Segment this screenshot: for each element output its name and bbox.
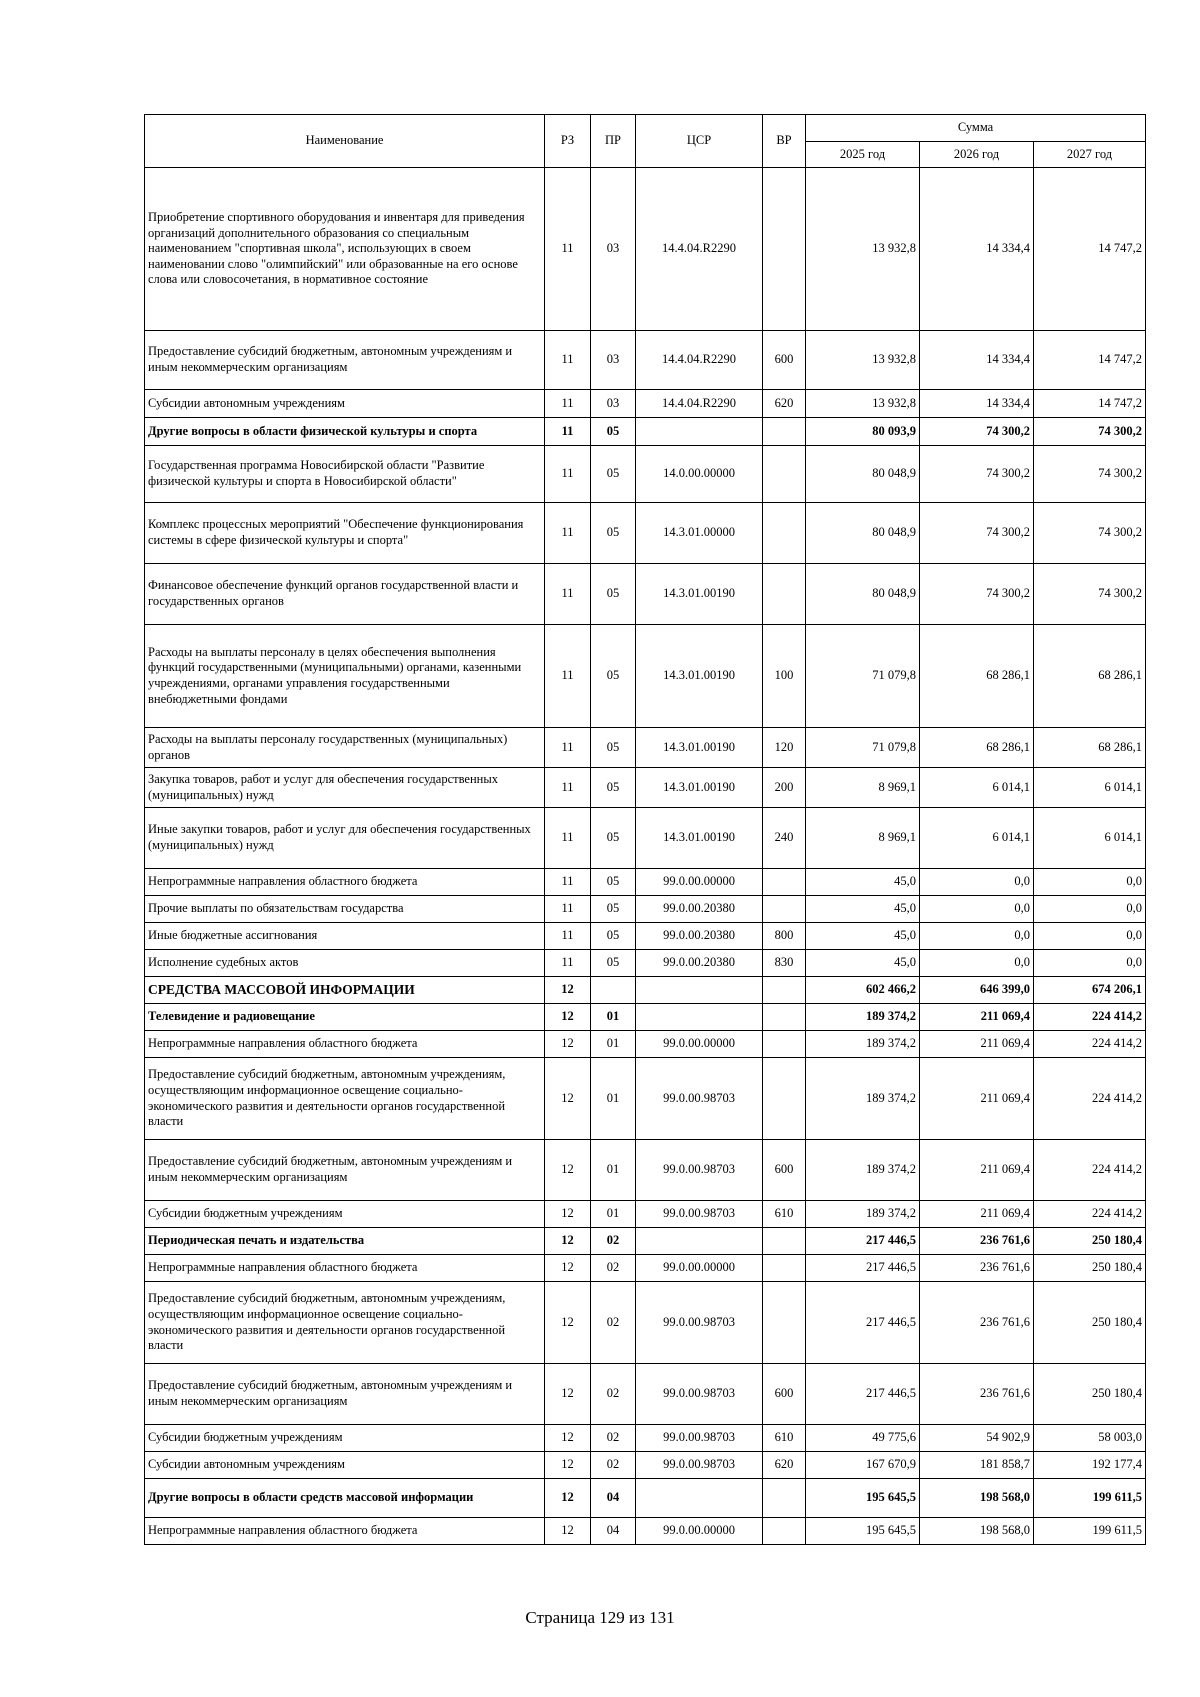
row-pr: 05 bbox=[591, 625, 636, 728]
row-rz: 12 bbox=[545, 1255, 591, 1282]
row-amount-2027: 6 014,1 bbox=[1034, 768, 1146, 808]
row-amount-2025: 195 645,5 bbox=[806, 1479, 920, 1518]
row-name: Телевидение и радиовещание bbox=[145, 1004, 545, 1031]
row-csr: 14.4.04.R2290 bbox=[636, 331, 763, 390]
row-amount-2026: 14 334,4 bbox=[920, 331, 1034, 390]
page-number: Страница 129 из 131 bbox=[525, 1608, 675, 1627]
row-name: Непрограммные направления областного бюджета bbox=[145, 1255, 545, 1282]
row-csr: 14.4.04.R2290 bbox=[636, 390, 763, 418]
row-amount-2027: 250 180,4 bbox=[1034, 1364, 1146, 1425]
budget-table bbox=[144, 114, 1146, 1545]
row-amount-2026: 74 300,2 bbox=[920, 446, 1034, 503]
row-amount-2025: 217 446,5 bbox=[806, 1282, 920, 1364]
row-amount-2026: 211 069,4 bbox=[920, 1058, 1034, 1140]
row-csr bbox=[636, 1479, 763, 1518]
row-amount-2027: 224 414,2 bbox=[1034, 1031, 1146, 1058]
row-rz: 11 bbox=[545, 446, 591, 503]
row-pr: 05 bbox=[591, 446, 636, 503]
row-csr bbox=[636, 977, 763, 1004]
row-rz: 12 bbox=[545, 1452, 591, 1479]
row-vr bbox=[763, 896, 806, 923]
row-amount-2027: 0,0 bbox=[1034, 896, 1146, 923]
row-pr: 05 bbox=[591, 950, 636, 977]
header-csr: ЦСР bbox=[636, 115, 763, 168]
row-pr: 05 bbox=[591, 768, 636, 808]
row-rz: 11 bbox=[545, 390, 591, 418]
row-csr: 99.0.00.98703 bbox=[636, 1201, 763, 1228]
row-amount-2026: 236 761,6 bbox=[920, 1364, 1034, 1425]
row-rz: 11 bbox=[545, 896, 591, 923]
row-vr bbox=[763, 1228, 806, 1255]
row-amount-2025: 80 048,9 bbox=[806, 446, 920, 503]
row-csr: 14.0.00.00000 bbox=[636, 446, 763, 503]
row-pr: 02 bbox=[591, 1452, 636, 1479]
row-vr: 610 bbox=[763, 1201, 806, 1228]
table-row bbox=[145, 446, 1146, 503]
row-rz: 12 bbox=[545, 1201, 591, 1228]
table-row bbox=[145, 1201, 1146, 1228]
row-pr: 02 bbox=[591, 1228, 636, 1255]
header-vr: ВР bbox=[763, 115, 806, 168]
row-name: Исполнение судебных актов bbox=[145, 950, 545, 977]
row-rz: 12 bbox=[545, 1058, 591, 1140]
row-pr: 02 bbox=[591, 1425, 636, 1452]
row-amount-2027: 250 180,4 bbox=[1034, 1255, 1146, 1282]
row-name: Непрограммные направления областного бюджета bbox=[145, 1031, 545, 1058]
row-amount-2027: 68 286,1 bbox=[1034, 728, 1146, 768]
row-csr: 99.0.00.98703 bbox=[636, 1282, 763, 1364]
row-amount-2026: 211 069,4 bbox=[920, 1004, 1034, 1031]
row-rz: 11 bbox=[545, 418, 591, 446]
row-amount-2025: 217 446,5 bbox=[806, 1228, 920, 1255]
row-csr: 99.0.00.98703 bbox=[636, 1452, 763, 1479]
row-rz: 11 bbox=[545, 625, 591, 728]
row-vr bbox=[763, 1031, 806, 1058]
row-csr: 14.3.01.00190 bbox=[636, 768, 763, 808]
row-pr: 02 bbox=[591, 1255, 636, 1282]
row-pr: 04 bbox=[591, 1479, 636, 1518]
row-rz: 12 bbox=[545, 977, 591, 1004]
row-csr: 14.3.01.00190 bbox=[636, 808, 763, 869]
row-amount-2027: 199 611,5 bbox=[1034, 1518, 1146, 1545]
header-row-1 bbox=[145, 115, 1146, 142]
table-row bbox=[145, 1425, 1146, 1452]
row-rz: 11 bbox=[545, 331, 591, 390]
row-pr: 02 bbox=[591, 1282, 636, 1364]
row-pr: 03 bbox=[591, 168, 636, 331]
row-vr: 600 bbox=[763, 1364, 806, 1425]
row-pr: 05 bbox=[591, 808, 636, 869]
row-amount-2026: 211 069,4 bbox=[920, 1031, 1034, 1058]
row-csr: 99.0.00.00000 bbox=[636, 1518, 763, 1545]
row-name: Закупка товаров, работ и услуг для обеспечения государственных (муниципальных) нужд bbox=[145, 768, 545, 808]
table-row bbox=[145, 1452, 1146, 1479]
row-csr: 14.4.04.R2290 bbox=[636, 168, 763, 331]
header-pr: ПР bbox=[591, 115, 636, 168]
row-name: Периодическая печать и издательства bbox=[145, 1228, 545, 1255]
row-amount-2026: 74 300,2 bbox=[920, 418, 1034, 446]
row-pr: 05 bbox=[591, 503, 636, 564]
row-csr bbox=[636, 1004, 763, 1031]
row-name: Субсидии автономным учреждениям bbox=[145, 390, 545, 418]
row-amount-2027: 14 747,2 bbox=[1034, 168, 1146, 331]
row-amount-2025: 189 374,2 bbox=[806, 1004, 920, 1031]
row-name: Субсидии автономным учреждениям bbox=[145, 1452, 545, 1479]
table-row bbox=[145, 168, 1146, 331]
row-amount-2026: 14 334,4 bbox=[920, 390, 1034, 418]
row-amount-2026: 646 399,0 bbox=[920, 977, 1034, 1004]
row-rz: 11 bbox=[545, 728, 591, 768]
row-amount-2026: 6 014,1 bbox=[920, 768, 1034, 808]
table-row bbox=[145, 1479, 1146, 1518]
row-name: Субсидии бюджетным учреждениям bbox=[145, 1425, 545, 1452]
row-rz: 11 bbox=[545, 950, 591, 977]
row-name: Предоставление субсидий бюджетным, автономным учреждениям и иным некоммерческим организациям bbox=[145, 1140, 545, 1201]
row-csr: 14.3.01.00190 bbox=[636, 728, 763, 768]
row-pr: 01 bbox=[591, 1031, 636, 1058]
row-amount-2027: 0,0 bbox=[1034, 869, 1146, 896]
row-rz: 11 bbox=[545, 564, 591, 625]
row-name: Иные бюджетные ассигнования bbox=[145, 923, 545, 950]
table-row bbox=[145, 1364, 1146, 1425]
row-pr: 01 bbox=[591, 1140, 636, 1201]
row-amount-2025: 8 969,1 bbox=[806, 768, 920, 808]
row-name: Расходы на выплаты персоналу государственных (муниципальных) органов bbox=[145, 728, 545, 768]
header-name: Наименование bbox=[145, 115, 545, 168]
row-amount-2025: 217 446,5 bbox=[806, 1364, 920, 1425]
row-rz: 11 bbox=[545, 168, 591, 331]
row-amount-2025: 45,0 bbox=[806, 896, 920, 923]
row-csr bbox=[636, 1228, 763, 1255]
row-amount-2026: 74 300,2 bbox=[920, 503, 1034, 564]
row-rz: 12 bbox=[545, 1031, 591, 1058]
table-row bbox=[145, 768, 1146, 808]
row-amount-2027: 224 414,2 bbox=[1034, 1201, 1146, 1228]
row-vr: 830 bbox=[763, 950, 806, 977]
table-row bbox=[145, 390, 1146, 418]
row-csr: 99.0.00.98703 bbox=[636, 1364, 763, 1425]
table-row bbox=[145, 896, 1146, 923]
table-row bbox=[145, 625, 1146, 728]
row-vr: 610 bbox=[763, 1425, 806, 1452]
row-csr: 99.0.00.98703 bbox=[636, 1140, 763, 1201]
row-name: Прочие выплаты по обязательствам государства bbox=[145, 896, 545, 923]
row-name: Другие вопросы в области средств массовой информации bbox=[145, 1479, 545, 1518]
row-csr: 99.0.00.00000 bbox=[636, 1255, 763, 1282]
row-amount-2026: 0,0 bbox=[920, 923, 1034, 950]
row-csr: 14.3.01.00000 bbox=[636, 503, 763, 564]
table-row bbox=[145, 1058, 1146, 1140]
row-amount-2025: 13 932,8 bbox=[806, 168, 920, 331]
row-amount-2026: 68 286,1 bbox=[920, 625, 1034, 728]
row-amount-2027: 14 747,2 bbox=[1034, 390, 1146, 418]
table-row bbox=[145, 1255, 1146, 1282]
row-vr: 600 bbox=[763, 331, 806, 390]
table-row bbox=[145, 923, 1146, 950]
row-rz: 12 bbox=[545, 1364, 591, 1425]
row-vr: 120 bbox=[763, 728, 806, 768]
row-amount-2026: 68 286,1 bbox=[920, 728, 1034, 768]
table-row bbox=[145, 1228, 1146, 1255]
row-pr: 05 bbox=[591, 896, 636, 923]
header-rz: РЗ bbox=[545, 115, 591, 168]
row-csr: 99.0.00.20380 bbox=[636, 923, 763, 950]
row-amount-2025: 49 775,6 bbox=[806, 1425, 920, 1452]
row-rz: 11 bbox=[545, 808, 591, 869]
table-row bbox=[145, 950, 1146, 977]
row-vr: 620 bbox=[763, 390, 806, 418]
row-amount-2027: 74 300,2 bbox=[1034, 503, 1146, 564]
row-name: Государственная программа Новосибирской области "Развитие физической культуры и спорта в Новосибирской области" bbox=[145, 446, 545, 503]
row-amount-2027: 224 414,2 bbox=[1034, 1004, 1146, 1031]
row-amount-2026: 14 334,4 bbox=[920, 168, 1034, 331]
row-amount-2025: 80 048,9 bbox=[806, 564, 920, 625]
row-vr: 600 bbox=[763, 1140, 806, 1201]
row-amount-2027: 6 014,1 bbox=[1034, 808, 1146, 869]
row-amount-2027: 74 300,2 bbox=[1034, 418, 1146, 446]
header-year-2025: 2025 год bbox=[806, 142, 920, 168]
table-row bbox=[145, 1031, 1146, 1058]
row-name: Другие вопросы в области физической культуры и спорта bbox=[145, 418, 545, 446]
row-amount-2027: 68 286,1 bbox=[1034, 625, 1146, 728]
row-amount-2025: 217 446,5 bbox=[806, 1255, 920, 1282]
row-amount-2025: 13 932,8 bbox=[806, 390, 920, 418]
row-pr: 04 bbox=[591, 1518, 636, 1545]
row-amount-2027: 199 611,5 bbox=[1034, 1479, 1146, 1518]
row-amount-2027: 14 747,2 bbox=[1034, 331, 1146, 390]
table-row bbox=[145, 418, 1146, 446]
row-amount-2026: 0,0 bbox=[920, 950, 1034, 977]
row-pr: 01 bbox=[591, 1201, 636, 1228]
row-name: Предоставление субсидий бюджетным, автономным учреждениям, осуществляющим информационное освещение социально-экономического развития и деятельности органов государственной власти bbox=[145, 1058, 545, 1140]
row-amount-2027: 674 206,1 bbox=[1034, 977, 1146, 1004]
row-name: Финансовое обеспечение функций органов государственной власти и государственных органов bbox=[145, 564, 545, 625]
row-amount-2025: 71 079,8 bbox=[806, 728, 920, 768]
row-pr: 05 bbox=[591, 923, 636, 950]
row-amount-2026: 211 069,4 bbox=[920, 1140, 1034, 1201]
row-amount-2027: 0,0 bbox=[1034, 950, 1146, 977]
row-name: Непрограммные направления областного бюджета bbox=[145, 869, 545, 896]
header-sum: Сумма bbox=[806, 115, 1146, 142]
row-vr bbox=[763, 1282, 806, 1364]
table-row bbox=[145, 1282, 1146, 1364]
row-amount-2026: 236 761,6 bbox=[920, 1228, 1034, 1255]
row-csr: 99.0.00.20380 bbox=[636, 896, 763, 923]
row-csr: 14.3.01.00190 bbox=[636, 564, 763, 625]
row-amount-2027: 224 414,2 bbox=[1034, 1140, 1146, 1201]
row-csr: 99.0.00.00000 bbox=[636, 1031, 763, 1058]
row-vr bbox=[763, 1479, 806, 1518]
row-amount-2025: 195 645,5 bbox=[806, 1518, 920, 1545]
row-amount-2026: 54 902,9 bbox=[920, 1425, 1034, 1452]
row-amount-2027: 74 300,2 bbox=[1034, 446, 1146, 503]
row-rz: 11 bbox=[545, 869, 591, 896]
header-year-2026: 2026 год bbox=[920, 142, 1034, 168]
row-pr: 05 bbox=[591, 728, 636, 768]
table-row bbox=[145, 1140, 1146, 1201]
row-rz: 12 bbox=[545, 1228, 591, 1255]
row-name: Субсидии бюджетным учреждениям bbox=[145, 1201, 545, 1228]
row-amount-2026: 236 761,6 bbox=[920, 1282, 1034, 1364]
table-row bbox=[145, 503, 1146, 564]
row-rz: 12 bbox=[545, 1282, 591, 1364]
row-amount-2025: 80 048,9 bbox=[806, 503, 920, 564]
row-pr: 05 bbox=[591, 869, 636, 896]
row-amount-2026: 236 761,6 bbox=[920, 1255, 1034, 1282]
row-amount-2026: 0,0 bbox=[920, 896, 1034, 923]
table-row bbox=[145, 808, 1146, 869]
row-name: Расходы на выплаты персоналу в целях обеспечения выполнения функций государственными (муниципальными) органами, казенными учреждениями, органами управления государственными внебюджетными фондами bbox=[145, 625, 545, 728]
row-vr bbox=[763, 1255, 806, 1282]
row-csr: 99.0.00.20380 bbox=[636, 950, 763, 977]
row-name: Иные закупки товаров, работ и услуг для обеспечения государственных (муниципальных) нужд bbox=[145, 808, 545, 869]
row-amount-2027: 58 003,0 bbox=[1034, 1425, 1146, 1452]
row-name: Предоставление субсидий бюджетным, автономным учреждениям и иным некоммерческим организациям bbox=[145, 331, 545, 390]
row-name: Предоставление субсидий бюджетным, автономным учреждениям, осуществляющим информационное освещение социально-экономического развития и деятельности органов государственной власти bbox=[145, 1282, 545, 1364]
row-amount-2026: 181 858,7 bbox=[920, 1452, 1034, 1479]
row-name: СРЕДСТВА МАССОВОЙ ИНФОРМАЦИИ bbox=[145, 977, 545, 1004]
row-pr: 03 bbox=[591, 390, 636, 418]
row-amount-2025: 45,0 bbox=[806, 869, 920, 896]
table-row bbox=[145, 564, 1146, 625]
table-row bbox=[145, 977, 1146, 1004]
row-pr: 01 bbox=[591, 1058, 636, 1140]
row-vr bbox=[763, 1058, 806, 1140]
row-amount-2027: 250 180,4 bbox=[1034, 1282, 1146, 1364]
row-vr bbox=[763, 503, 806, 564]
row-vr bbox=[763, 446, 806, 503]
row-csr: 99.0.00.98703 bbox=[636, 1058, 763, 1140]
row-rz: 12 bbox=[545, 1425, 591, 1452]
row-amount-2026: 198 568,0 bbox=[920, 1479, 1034, 1518]
row-vr bbox=[763, 418, 806, 446]
row-vr: 240 bbox=[763, 808, 806, 869]
row-vr bbox=[763, 564, 806, 625]
row-vr bbox=[763, 168, 806, 331]
row-rz: 12 bbox=[545, 1518, 591, 1545]
row-amount-2027: 74 300,2 bbox=[1034, 564, 1146, 625]
row-vr: 100 bbox=[763, 625, 806, 728]
row-name: Комплекс процессных мероприятий "Обеспечение функционирования системы в сфере физической культуры и спорта" bbox=[145, 503, 545, 564]
row-pr: 01 bbox=[591, 1004, 636, 1031]
row-vr bbox=[763, 1004, 806, 1031]
row-amount-2026: 6 014,1 bbox=[920, 808, 1034, 869]
row-amount-2025: 13 932,8 bbox=[806, 331, 920, 390]
row-csr: 99.0.00.00000 bbox=[636, 869, 763, 896]
row-amount-2027: 250 180,4 bbox=[1034, 1228, 1146, 1255]
table-body bbox=[145, 168, 1146, 1545]
table-row bbox=[145, 728, 1146, 768]
row-rz: 12 bbox=[545, 1479, 591, 1518]
row-name: Предоставление субсидий бюджетным, автономным учреждениям и иным некоммерческим организациям bbox=[145, 1364, 545, 1425]
row-pr: 02 bbox=[591, 1364, 636, 1425]
table-row bbox=[145, 1518, 1146, 1545]
row-rz: 11 bbox=[545, 923, 591, 950]
row-rz: 12 bbox=[545, 1140, 591, 1201]
row-amount-2025: 45,0 bbox=[806, 923, 920, 950]
row-amount-2025: 189 374,2 bbox=[806, 1140, 920, 1201]
row-amount-2025: 189 374,2 bbox=[806, 1031, 920, 1058]
row-amount-2025: 80 093,9 bbox=[806, 418, 920, 446]
row-amount-2025: 71 079,8 bbox=[806, 625, 920, 728]
row-csr bbox=[636, 418, 763, 446]
row-name: Непрограммные направления областного бюджета bbox=[145, 1518, 545, 1545]
row-pr: 03 bbox=[591, 331, 636, 390]
row-amount-2025: 602 466,2 bbox=[806, 977, 920, 1004]
row-amount-2025: 189 374,2 bbox=[806, 1201, 920, 1228]
row-pr bbox=[591, 977, 636, 1004]
row-vr: 200 bbox=[763, 768, 806, 808]
table-row bbox=[145, 1004, 1146, 1031]
row-rz: 12 bbox=[545, 1004, 591, 1031]
row-csr: 14.3.01.00190 bbox=[636, 625, 763, 728]
row-amount-2026: 211 069,4 bbox=[920, 1201, 1034, 1228]
table-row bbox=[145, 331, 1146, 390]
row-amount-2027: 224 414,2 bbox=[1034, 1058, 1146, 1140]
row-vr: 620 bbox=[763, 1452, 806, 1479]
row-rz: 11 bbox=[545, 503, 591, 564]
row-name: Приобретение спортивного оборудования и инвентаря для приведения организаций дополнительного образования со специальным наименованием "спортивная школа", использующих в своем наименовании слово "олимпийский" или образованные на его основе слова или словосочетания, в нормативное состояние bbox=[145, 168, 545, 331]
row-csr: 99.0.00.98703 bbox=[636, 1425, 763, 1452]
row-amount-2026: 0,0 bbox=[920, 869, 1034, 896]
row-amount-2025: 167 670,9 bbox=[806, 1452, 920, 1479]
row-vr bbox=[763, 1518, 806, 1545]
row-amount-2026: 198 568,0 bbox=[920, 1518, 1034, 1545]
row-vr bbox=[763, 869, 806, 896]
row-amount-2026: 74 300,2 bbox=[920, 564, 1034, 625]
row-rz: 11 bbox=[545, 768, 591, 808]
row-vr: 800 bbox=[763, 923, 806, 950]
row-amount-2025: 45,0 bbox=[806, 950, 920, 977]
row-pr: 05 bbox=[591, 564, 636, 625]
header-year-2027: 2027 год bbox=[1034, 142, 1146, 168]
row-amount-2025: 8 969,1 bbox=[806, 808, 920, 869]
row-amount-2027: 0,0 bbox=[1034, 923, 1146, 950]
table-row bbox=[145, 869, 1146, 896]
row-vr bbox=[763, 977, 806, 1004]
row-amount-2027: 192 177,4 bbox=[1034, 1452, 1146, 1479]
row-pr: 05 bbox=[591, 418, 636, 446]
row-amount-2025: 189 374,2 bbox=[806, 1058, 920, 1140]
